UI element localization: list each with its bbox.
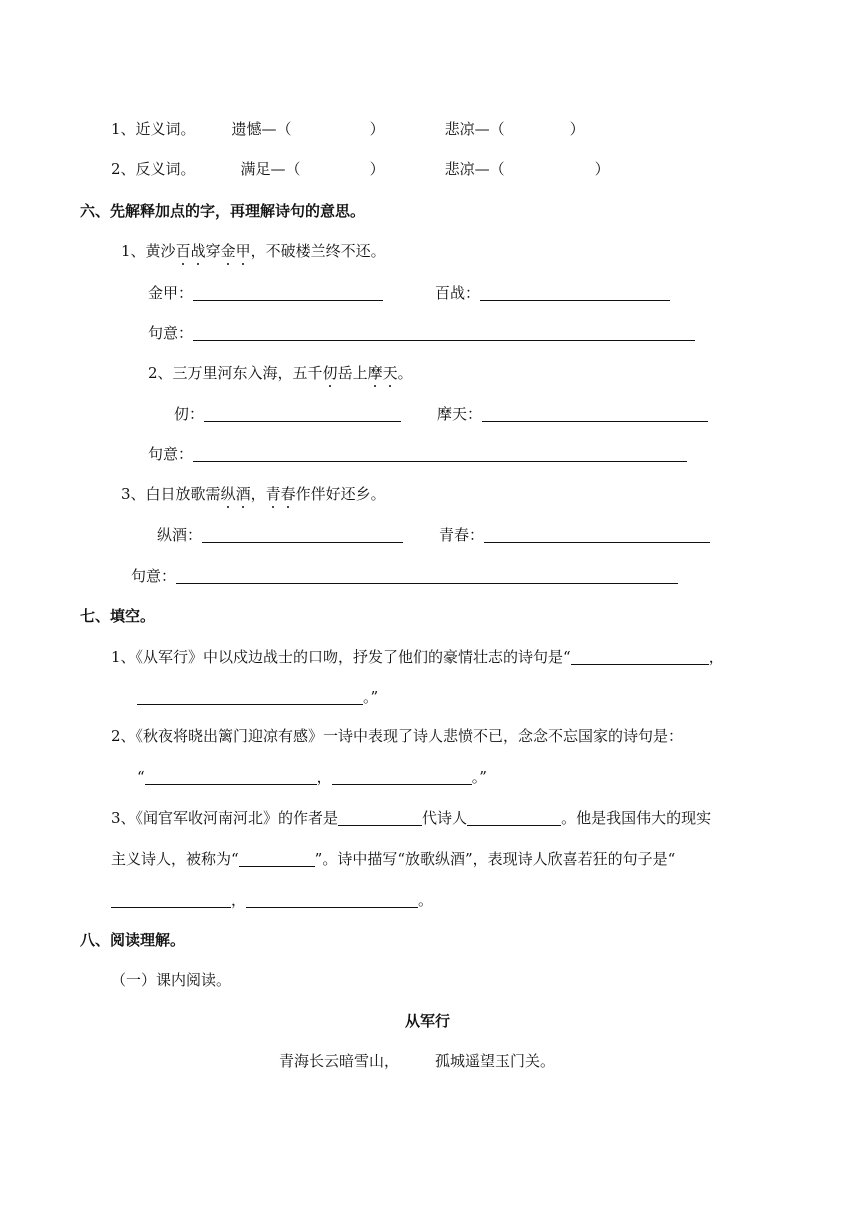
word-prompt: 悲凉—（ [444, 160, 505, 178]
section-heading-6 [80, 204, 365, 219]
paren-close: ） [569, 120, 585, 138]
punctuation: ， [231, 891, 247, 909]
question-number: 1、近义词。 [111, 120, 196, 138]
field-label: 句意： [148, 445, 194, 463]
poem-text: ， [250, 485, 266, 503]
poem-body-line [279, 1054, 555, 1069]
poem-title [405, 1014, 450, 1029]
answer-blank[interactable] [467, 810, 561, 826]
dotted-char: 青 [265, 485, 281, 503]
dotted-char: 春 [280, 485, 296, 503]
field-label: 纵酒： [157, 526, 203, 544]
field-label: 仞： [174, 405, 205, 423]
question-text: 2、《秋夜将晓出篱门迎凉有感》一诗中表现了诗人悲愤不已，念念不忘国家的诗句是： [111, 727, 684, 745]
poem-line-2 [148, 366, 413, 381]
answer-blank[interactable] [338, 810, 422, 826]
answer-blank[interactable] [571, 649, 709, 665]
question-text: 。他是我国伟大的现实 [561, 809, 712, 827]
question-number: 2、 [148, 364, 173, 382]
subsection-label [111, 973, 231, 988]
fill-q3-line3 [111, 892, 433, 908]
answer-blank[interactable] [176, 568, 678, 584]
answer-blank[interactable] [482, 406, 708, 422]
antonym-row [111, 162, 610, 177]
answer-blank[interactable] [193, 325, 695, 341]
punctuation: “ [137, 768, 145, 786]
section-heading-7 [80, 609, 155, 624]
fill-q3-line1 [111, 810, 711, 826]
field-label: 青春： [439, 526, 485, 544]
field-label: 摩天： [437, 405, 483, 423]
poem-line-1 [121, 244, 386, 259]
punctuation: 。 [418, 891, 434, 909]
question-text: 3、《闻官军收河南河北》的作者是 [111, 809, 339, 827]
dotted-char: 金 [220, 242, 236, 260]
poem-text: 岳上 [337, 364, 368, 382]
meaning-row [148, 446, 687, 462]
answer-blank[interactable] [480, 285, 670, 301]
punctuation: 。” [471, 768, 487, 786]
poem-text: ，不破楼兰终不还。 [250, 242, 386, 260]
poem-text: 白日放歌需 [145, 485, 221, 503]
dotted-char: 仞 [322, 364, 338, 382]
question-number: 1、 [121, 242, 146, 260]
poem-line-3 [121, 487, 386, 502]
dotted-char: 摩 [367, 364, 383, 382]
explain-row [148, 285, 670, 301]
answer-blank[interactable] [239, 851, 315, 867]
poem-text: 黄沙 [145, 242, 176, 260]
answer-blank[interactable] [332, 769, 472, 785]
answer-blank[interactable] [193, 285, 383, 301]
meaning-row [148, 325, 695, 341]
dotted-char: 酒 [235, 485, 251, 503]
question-text: 主义诗人，被称为“ [111, 850, 239, 868]
question-number: 2、反义词。 [111, 160, 196, 178]
synonym-row [111, 122, 585, 137]
poem-text: 穿 [205, 242, 221, 260]
word-prompt: 遗憾—（ [231, 120, 292, 138]
answer-blank[interactable] [137, 689, 363, 705]
question-text: 代诗人 [422, 809, 468, 827]
heading-text: 八、阅读理解。 [80, 931, 186, 949]
poem-text: 。 [397, 364, 413, 382]
dotted-char: 战 [190, 242, 206, 260]
poem-text: 作伴好还乡。 [295, 485, 386, 503]
poem-verse: 孤城遥望玉门关。 [435, 1052, 556, 1070]
paren-close: ） [369, 160, 385, 178]
poem-verse: 青海长云暗雪山， [279, 1052, 400, 1070]
punctuation: ， [316, 768, 332, 786]
punctuation: 。” [363, 688, 379, 706]
poem-title-text: 从军行 [405, 1012, 451, 1030]
answer-blank[interactable] [145, 769, 317, 785]
dotted-char: 天 [382, 364, 398, 382]
answer-blank[interactable] [204, 406, 401, 422]
dotted-char: 纵 [220, 485, 236, 503]
dotted-char: 甲 [235, 242, 251, 260]
field-label: 句意： [131, 567, 177, 585]
field-label: 百战： [435, 284, 481, 302]
word-prompt: 悲凉—（ [444, 120, 505, 138]
answer-blank[interactable] [484, 527, 710, 543]
meaning-row [131, 568, 678, 584]
field-label: 句意： [148, 324, 194, 342]
fill-q1-line1 [111, 649, 724, 665]
fill-q2-line2 [137, 769, 487, 785]
question-number: 3、 [121, 485, 146, 503]
answer-blank[interactable] [193, 446, 687, 462]
explain-row [157, 527, 710, 543]
field-label: 金甲： [148, 284, 194, 302]
fill-q3-line2 [111, 851, 675, 867]
paren-close: ） [594, 160, 610, 178]
fill-q2-line1 [111, 729, 683, 744]
word-prompt: 满足—（ [240, 160, 301, 178]
answer-blank[interactable] [111, 892, 231, 908]
heading-text: 七、填空。 [80, 607, 156, 625]
answer-blank[interactable] [202, 527, 403, 543]
heading-text: 六、先解释加点的字，再理解诗句的意思。 [80, 202, 366, 220]
explain-row [174, 406, 708, 422]
question-text: ”。诗中描写“放歌纵酒”，表现诗人欣喜若狂的句子是“ [314, 850, 676, 868]
dotted-char: 百 [175, 242, 191, 260]
section-heading-8 [80, 933, 185, 948]
question-text: 1、《从军行》中以戍边战士的口吻，抒发了他们的豪情壮志的诗句是“ [111, 648, 571, 666]
subsection-text: （一）课内阅读。 [111, 971, 232, 989]
answer-blank[interactable] [246, 892, 418, 908]
poem-text: 三万里河东入海，五千 [172, 364, 323, 382]
punctuation: ， [708, 648, 724, 666]
paren-close: ） [369, 120, 385, 138]
fill-q1-line2 [137, 689, 378, 705]
